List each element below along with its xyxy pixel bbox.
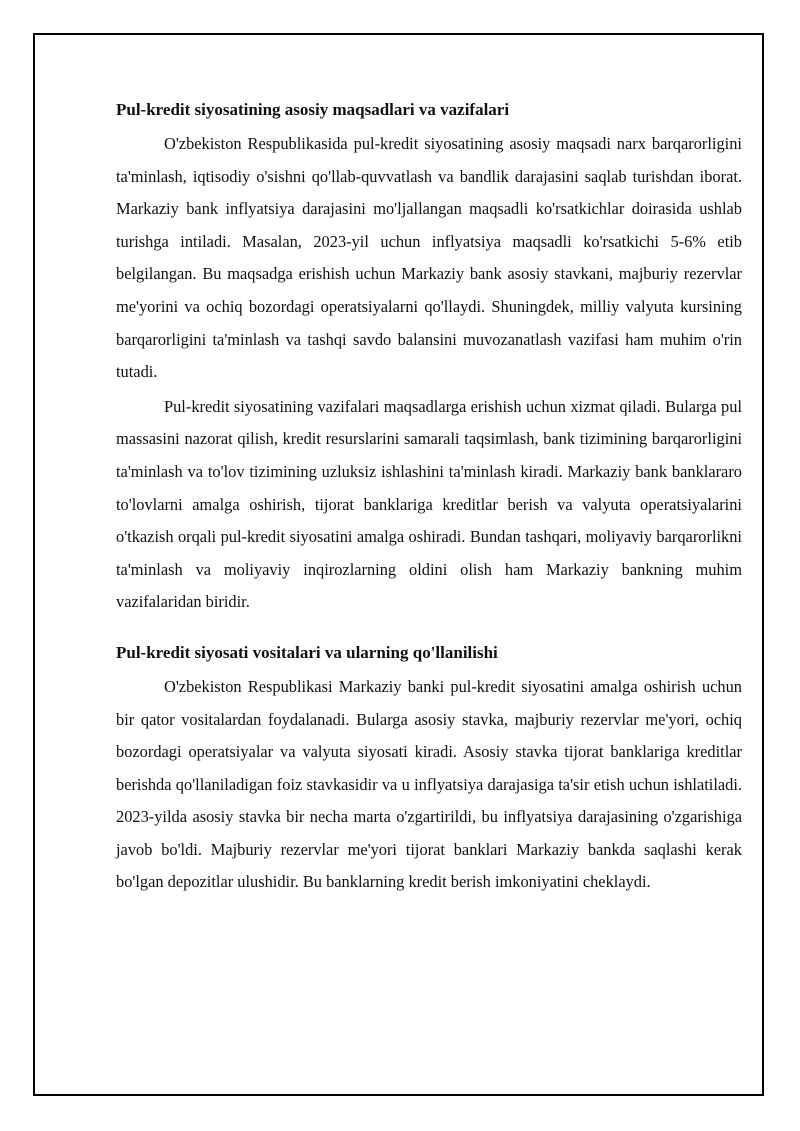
paragraph: O'zbekiston Respublikasida pul-kredit siyosatining asosiy maqsadi narx barqarorligini ta'minlash, iqtisodiy o'sishni qo'llab-quvvatlash va bandlik darajasini saqlab turishdan iborat. Markaziy bank inflyatsiya darajasini mo'ljallangan maqsadli ko'rsatkichlar doirasida ushlab turishga intiladi. Masalan, 2023-yil uchun inflyatsiya maqsadli ko'rsatkichi 5-6% etib belgilangan. Bu maqsadga erishish uchun Markaziy bank asosiy stavkani, majburiy rezervlar me'yorini va ochiq bozordagi operatsiyalarni qo'llaydi. Shuningdek, milliy valyuta kursining barqarorligini ta'minlash va tashqi savdo balansini muvozanatlash vazifasi ham muhim o'rin tutadi.: [116, 134, 742, 382]
section-heading: Pul-kredit siyosatining asosiy maqsadlari va vazifalari: [116, 100, 510, 119]
section-instruments: [116, 641, 742, 899]
document-body: [116, 98, 742, 901]
section-heading: Pul-kredit siyosati vositalari va ularning qo'llanilishi: [116, 642, 498, 662]
paragraph: Pul-kredit siyosatining vazifalari maqsadlarga erishish uchun xizmat qiladi. Bularga pul massasini nazorat qilish, kredit resurslarini samarali taqsimlash, bank tizimining barqarorligini ta'minlash va to'lov tizimining uzluksiz ishlashini ta'minlash kiradi. Markaziy bank banklararo to'lovlarni amalga oshirish, tijorat banklariga kreditlar berish va valyuta operatsiyalarini o'tkazish orqali pul-kredit siyosatini amalga oshiradi. Bundan tashqari, moliyaviy barqarorlikni ta'minlash va moliyaviy inqirozlarning oldini olish ham Markaziy bankning muhim vazifalaridan biridir.: [116, 396, 742, 612]
section-goals: [116, 98, 742, 619]
paragraph: O'zbekiston Respublikasi Markaziy banki pul-kredit siyosatini amalga oshirish uchun bir qator vositalardan foydalanadi. Bularga asosiy stavka, majburiy rezervlar me'yori, ochiq bozordagi operatsiyalar va valyuta siyosati kiradi. Asosiy stavka tijorat banklariga kreditlar berishda qo'llaniladigan foiz stavkasidir va u inflyatsiya darajasiga ta'sir etish uchun ishlatiladi. 2023-yilda asosiy stavka bir necha marta o'zgartirildi, bu inflyatsiya darajasining o'zgarishiga javob bo'ldi. Majburiy rezervlar me'yori tijorat banklari Markaziy bankda saqlashi kerak bo'lgan depozitlar ulushidir. Bu banklarning kredit berish imkoniyatini cheklaydi.: [116, 676, 742, 892]
